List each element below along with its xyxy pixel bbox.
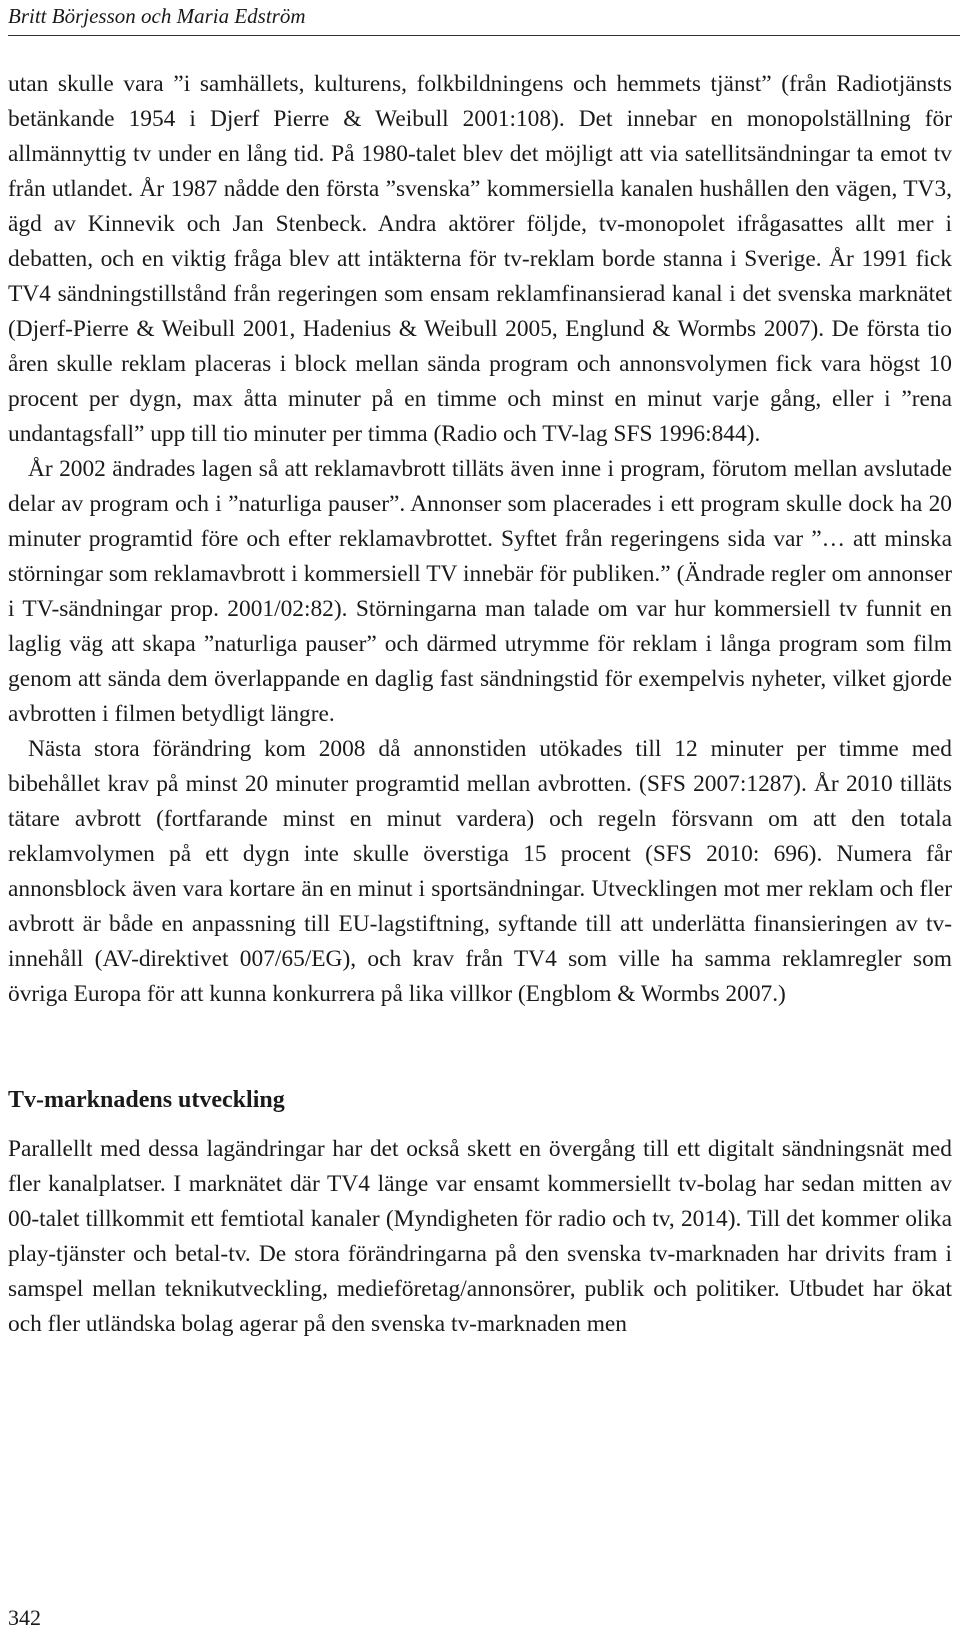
body-paragraph-2: År 2002 ändrades lagen så att reklamavbrott tilläts även inne i program, förutom mellan avslutade delar av program och i ”naturliga pauser”. Annonser som placerades i ett program skulle dock ha 20 minuter programtid före och efter reklamavbrottet. Syftet från regeringens sida var ”… att minska störningar som reklamavbrott i kommersiell TV innebär för publiken.” (Ändrade regler om annonser i TV-sändningar prop. 2001/02:82). Störningarna man talade om var hur kommersiell tv funnit en laglig väg att skapa ”naturliga pauser” och därmed utrymme för reklam i långa program som film genom att sända dem överlappande en daglig fast sändningstid för exempelvis nyheter, vilket gjorde avbrotten i filmen betydligt längre. (8, 456, 952, 727)
body-paragraph-1: utan skulle vara ”i samhällets, kulturens, folkbildningens och hemmets tjänst” (från Radiotjänsts betänkande 1954 i Djerf Pierre & Weibull 2001:108). Det innebar en monopolställning för allmännyttig tv under en lång tid. På 1980-talet blev det möjligt att via satellitsändningar ta emot tv från utlandet. År 1987 nådde den första ”svenska” kommersiella kanalen hushållen den vägen, TV3, ägd av Kinnevik och Jan Stenbeck. Andra aktörer följde, tv-monopolet ifrågasattes allt mer i debatten, och en viktig fråga blev att intäkterna för tv-reklam borde stanna i Sverige. År 1991 fick TV4 sändningstillstånd från regeringen som ensam reklamfinansierad kanal i det svenska marknätet (Djerf-Pierre & Weibull 2001, Hadenius & Weibull 2005, Englund & Wormbs 2007). De första tio åren skulle reklam placeras i block mellan sända program och annonsvolymen fick vara högst 10 procent per dygn, max åtta minuter på en timme och minst en minut varje gång, eller i ”rena undantagsfall” upp till tio minuter per timma (Radio och TV-lag SFS 1996:844). (8, 71, 952, 447)
page-number: 342 (8, 1605, 41, 1630)
body-paragraph-4: Parallellt med dessa lagändringar har det också skett en övergång till ett digitalt sändningsnät med fler kanalplatser. I marknätet där TV4 länge var ensamt kommersiellt tv-bolag har sedan mitten av 00-talet tillkommit ett femtiotal kanaler (Myndigheten för radio och tv, 2014). Till det kommer olika play-tjänster och betal-tv. De stora förändringarna på den svenska tv-marknaden har drivits fram i samspel mellan teknikutveckling, medieföretag/annonsörer, publik och politiker. Utbudet har ökat och fler utländska bolag agerar på den svenska tv-marknaden men (8, 1136, 952, 1337)
running-header: Britt Börjesson och Maria Edström (8, 2, 960, 36)
page-body (8, 67, 952, 1342)
body-paragraph-3: Nästa stora förändring kom 2008 då annonstiden utökades till 12 minuter per timme med bibehållet krav på minst 20 minuter programtid mellan avbrotten. (SFS 2007:1287). År 2010 tilläts tätare avbrott (fortfarande minst en minut vardera) och regeln försvann om att den totala reklamvolymen på ett dygn inte skulle överstiga 15 procent (SFS 2010: 696). Numera får annonsblock även vara kortare än en minut i sportsändningar. Utvecklingen mot mer reklam och fler avbrott är både en anpassning till EU-lagstiftning, syftande till att underlätta finansieringen av tv-innehåll (AV-direktivet 007/65/EG), och krav från TV4 som ville ha samma reklamregler som övriga Europa för att kunna konkurrera på lika villkor (Engblom & Wormbs 2007.) (8, 736, 952, 1007)
section-heading: Tv-marknadens utveckling (8, 1087, 285, 1113)
